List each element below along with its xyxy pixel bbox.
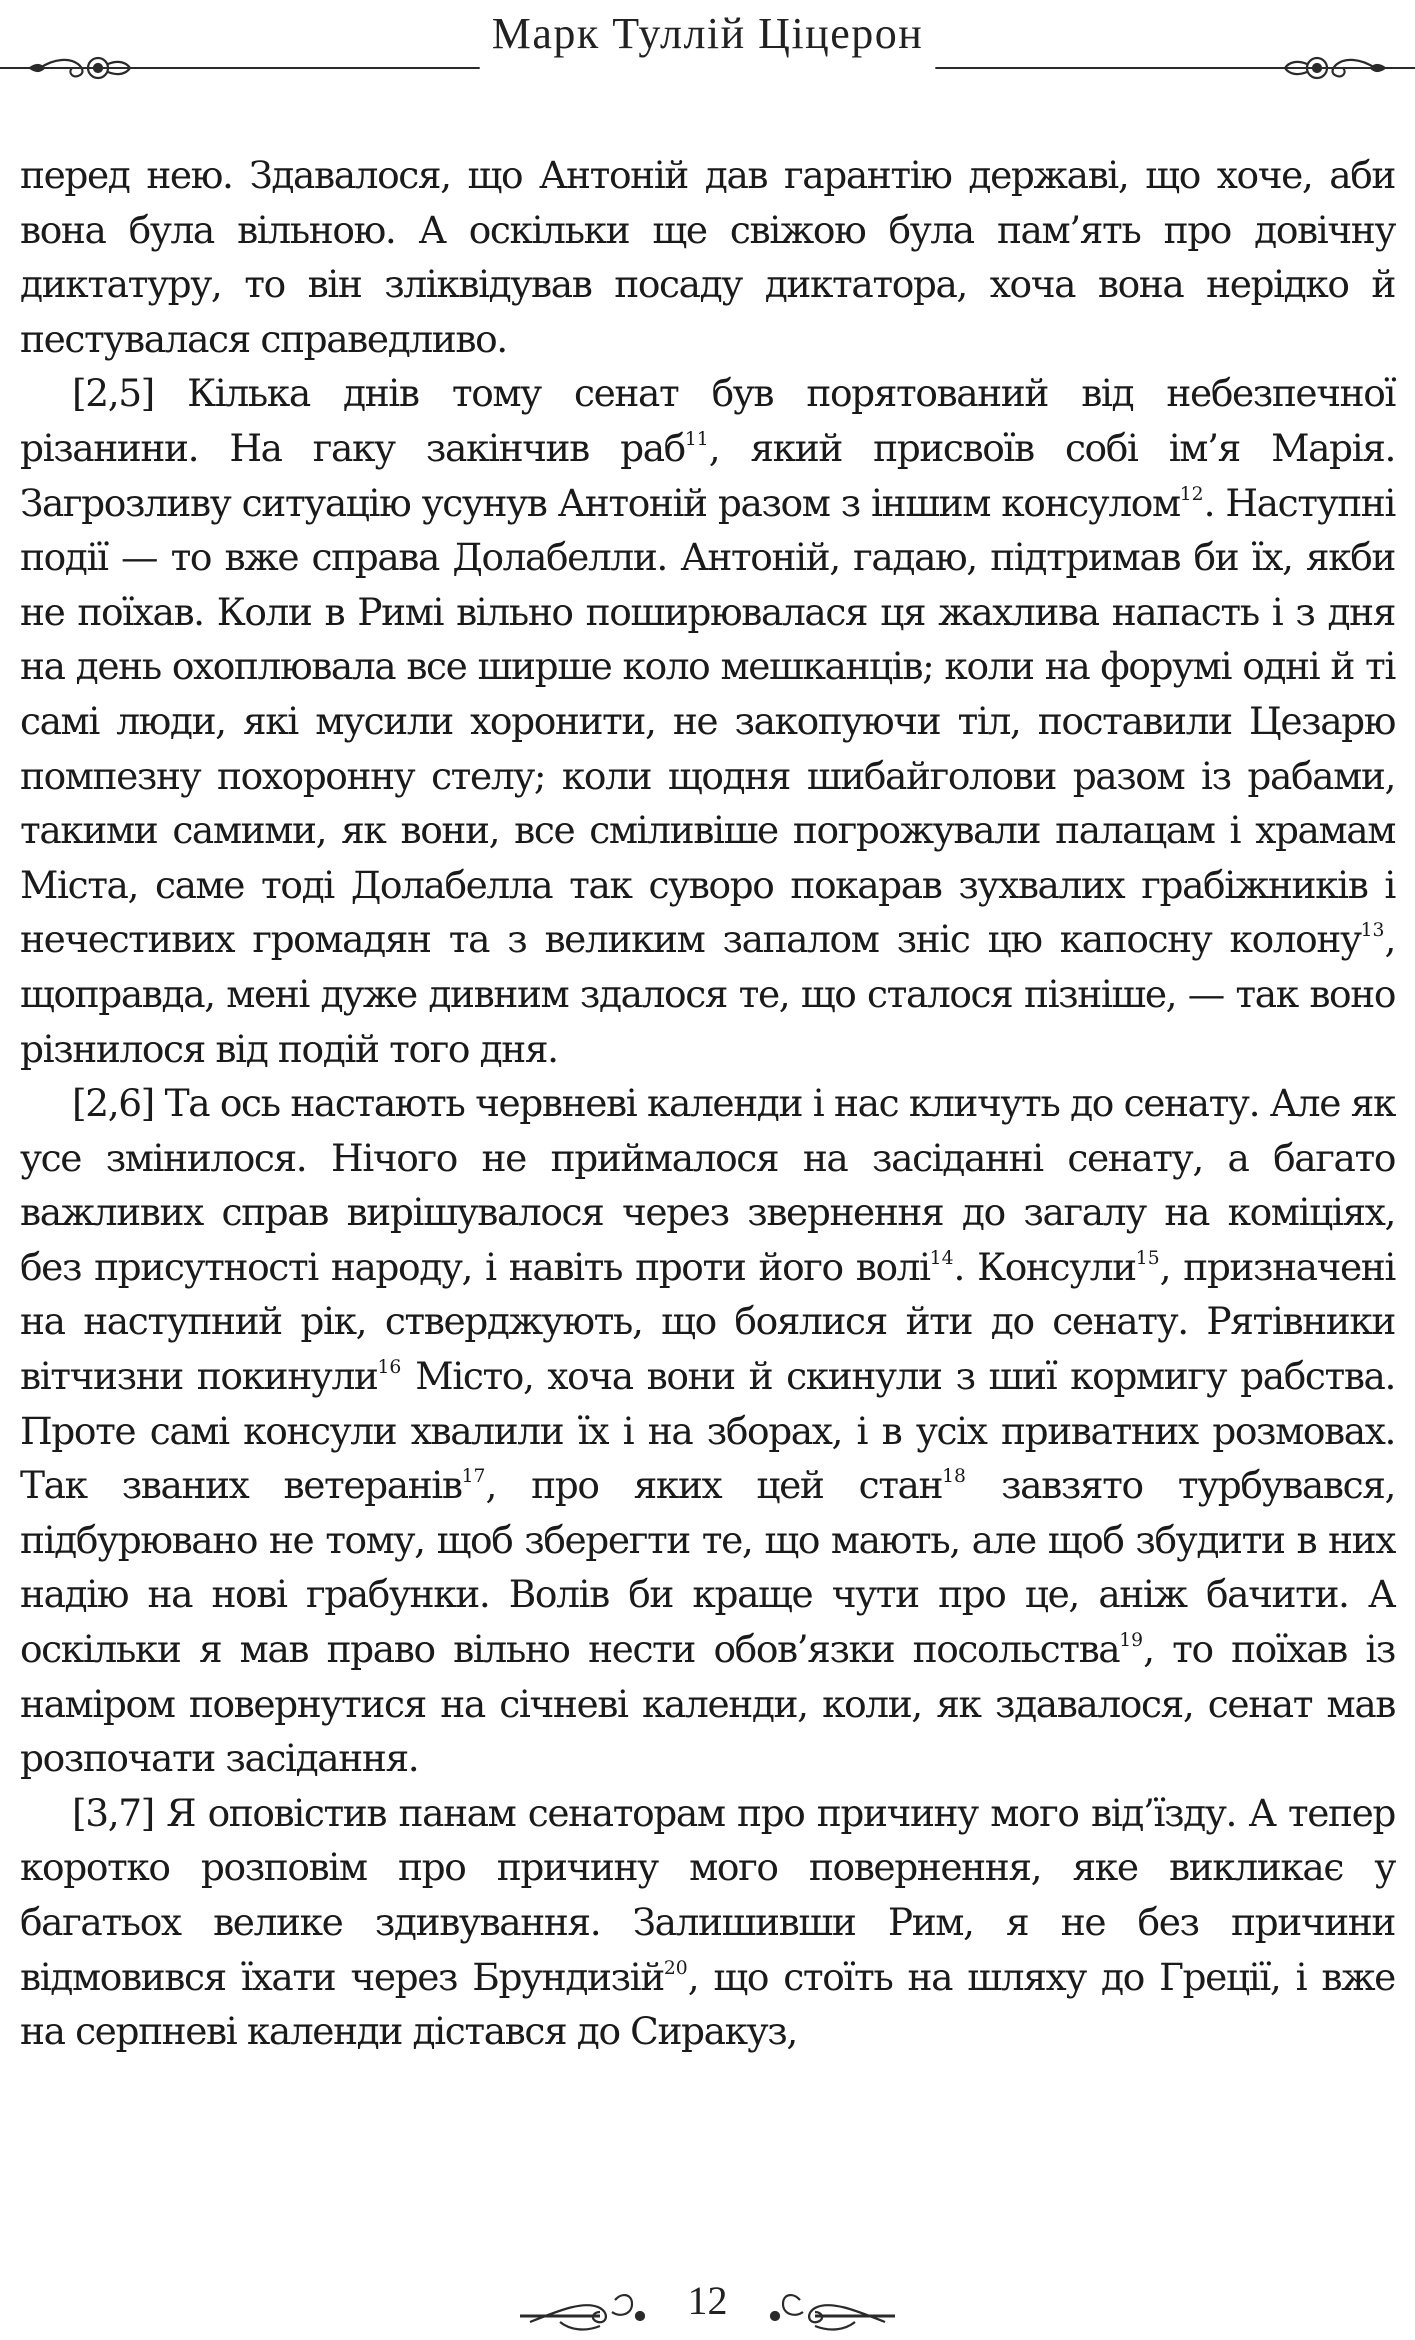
footnote-reference: 16 — [377, 1357, 402, 1379]
page-footer — [0, 2270, 1415, 2340]
footnote-reference: 18 — [942, 1466, 966, 1488]
paragraph-text-run: перед нею. Здавалося, що Антоній дав гарантію державі, що хоче, аби вона була вільною. А оскільки ще свіжою була пам’ять про довічну диктатуру, то він зліквідував посаду диктатора, хоча вона нерідко й пестувалася справедливо. — [20, 153, 1395, 361]
paragraph-text-run: , про яких цей стан — [485, 1463, 943, 1508]
paragraph-text-run: , щоправда, мені дуже дивним здалося те, що сталося пізніше, — так воно різнилося від подій того дня. — [20, 917, 1395, 1071]
footnote-reference: 13 — [1360, 920, 1385, 942]
body-paragraph — [20, 1076, 1395, 1786]
paragraph-text-run: , який присвоїв собі ім’я Марія. Загрозливу ситуацію усунув Антоній разом з іншим консулом — [20, 425, 1395, 525]
paragraph-text-run: , призначені на наступний рік, стверджують, що боялися йти до сенату. Рятівники вітчизни покинули — [20, 1244, 1395, 1399]
running-header-title: Марк Туллій Ціцерон — [491, 9, 924, 58]
footnote-reference: 14 — [929, 1247, 954, 1269]
body-paragraph — [20, 1786, 1395, 2059]
footnote-reference: 19 — [1119, 1630, 1144, 1652]
page-number: 12 — [687, 2278, 728, 2323]
paragraph-text-run: [2,5] Кілька днів тому сенат був порятований від небезпечної різанини. На гаку закінчив раб — [20, 371, 1395, 470]
paragraph-text-run: , то поїхав із наміром повернутися на січневі календи, коли, як здавалося, сенат мав розпочати засідання. — [20, 1627, 1395, 1781]
paragraph-text-run: [3,7] Я оповістив панам сенаторам про причину мого від’їзду. А тепер коротко розповім про причину мого повернення, яке викликає у багатьох велике здивування. Залишивши Рим, я не без причини відмовився їхати через Брундизій — [20, 1790, 1395, 1999]
paragraph-text-run: . Наступні події — то вже справа Долабелли. Антоній, гадаю, підтримав би їх, якби не поїхав. Коли в Римі вільно поширювалася ця жахлива напасть і з дня на день охоплювала все ширше коло мешканців; коли на форумі одні й ті самі люди, які мусили хоронити, не закопуючи тіл, поставили Цезарю помпезну похоронну стелу; коли щодня шибайголови разом із рабами, такими самими, як вони, все сміливіше погрожували палацам і храмам Міста, саме тоді Долабелла так суворо покарав зухвалих грабіжників і нечестивих громадян та з великим запалом зніс цю капосну колону — [20, 480, 1395, 962]
paragraph-text-run: [2,6] Та ось настають червневі календи і нас кличуть до сенату. Але як усе змінилося. Нічого не приймалося на засіданні сенату, а багато важливих справ вирішувалося через звернення до загалу на коміціях, без присутності народу, і навіть проти його волі — [20, 1081, 1395, 1289]
body-paragraph — [20, 366, 1395, 1076]
paragraph-text-run: завзято турбувався, підбурювано не тому, щоб зберегти те, що мають, але щоб збудити в них надію на нові грабунки. Волів би краще чути про це, аніж бачити. А оскільки я мав право вільно нести обов’язки посольства — [20, 1463, 1395, 1672]
footnote-reference: 17 — [461, 1466, 486, 1488]
footnote-reference: 15 — [1135, 1247, 1160, 1269]
body-paragraph — [20, 148, 1395, 366]
paragraph-text-run: , що стоїть на шляху до Греції, і вже на серпневі календи дістався до Сиракуз, — [20, 1954, 1395, 2054]
footnote-reference: 11 — [684, 429, 709, 451]
footnote-reference: 20 — [663, 1957, 688, 1979]
page-header — [0, 0, 1415, 90]
page-body-text — [20, 148, 1395, 2059]
footnote-reference: 12 — [1179, 483, 1204, 505]
paragraph-text-run: Місто, хоча вони й скинули з шиї кормигу рабства. Проте самі консули хвалили їх і на зборах, і в усіх приватних розмовах. Так званих ветеранів — [20, 1354, 1396, 1508]
paragraph-text-run: . Консули — [953, 1244, 1136, 1289]
